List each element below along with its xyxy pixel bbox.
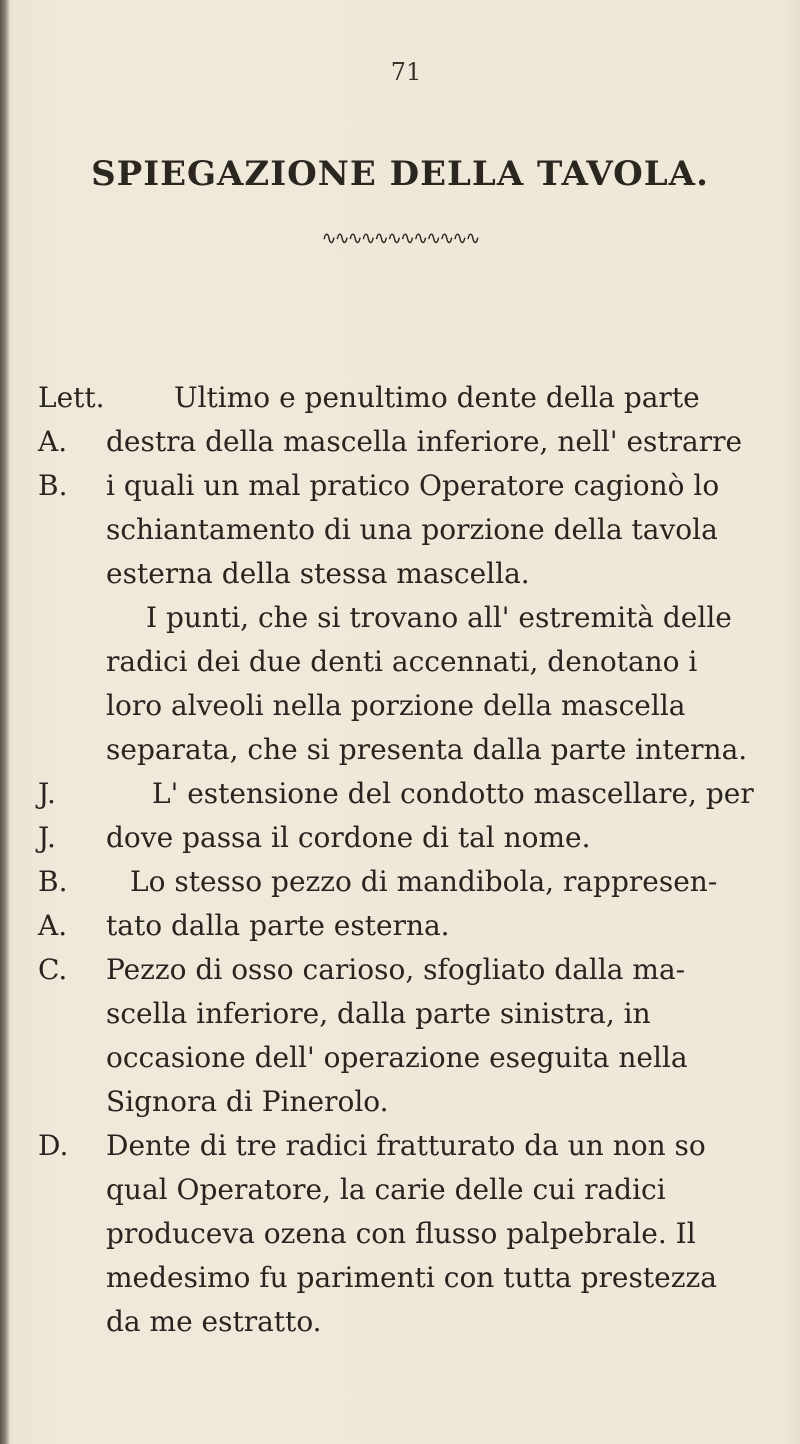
entry-line: Ultimo e penultimo dente della parte [174,381,700,414]
entry-key: B. A. [38,865,68,942]
entry-line: dove passa il cordone di tal nome. [106,821,591,854]
entry-key: C. [38,953,68,986]
page-gutter [0,0,10,1444]
page-title: SPIEGAZIONE DELLA TAVOLA. [91,154,709,194]
entry-line: i quali un mal pratico Operatore cagionò lo [106,469,720,502]
entry-line: medesimo fu parimenti con tutta prestezza [106,1261,717,1294]
entry-line: separata, che si presenta dalla parte interna. [106,733,748,766]
entry-line: scella inferiore, dalla parte sinistra, in [106,997,651,1030]
entry-line: qual Operatore, la carie delle cui radici [106,1173,666,1206]
entry-key: J. J. [38,777,56,854]
entry-line: schiantamento di una porzione della tavola [106,513,718,546]
ornament-divider: ∿∿∿∿∿∿∿∿∿∿∿∿ [321,228,479,249]
entry-line: L' estensione del condotto mascellare, per [152,777,754,810]
entry-key: Lett. A. B. [38,381,105,502]
entry-key: D. [38,1129,69,1162]
entry-line: occasione dell' operazione eseguita nella [106,1041,688,1074]
entry-line: Pezzo di osso carioso, sfogliato dalla ma- [106,953,686,986]
entry-line: Dente di tre radici fratturato da un non so [106,1129,706,1162]
entry-line: I punti, che si trovano all' estremità delle [146,601,732,634]
entry-line: radici dei due denti accennati, denotano i [106,645,698,678]
entry-line: Lo stesso pezzo di mandibola, rappresen- [130,865,718,898]
entry-line: produceva ozena con flusso palpebrale. Il [106,1217,696,1250]
entry-line: destra della mascella inferiore, nell' estrarre [106,425,743,458]
entry-line: tato dalla parte esterna. [106,909,450,942]
entry-line: da me estratto. [106,1305,322,1338]
entry-line: esterna della stessa mascella. [106,557,530,590]
page-number: 71 [390,58,422,86]
entry-line: Signora di Pinerolo. [106,1085,389,1118]
entry-line: loro alveoli nella porzione della mascella [106,689,686,722]
